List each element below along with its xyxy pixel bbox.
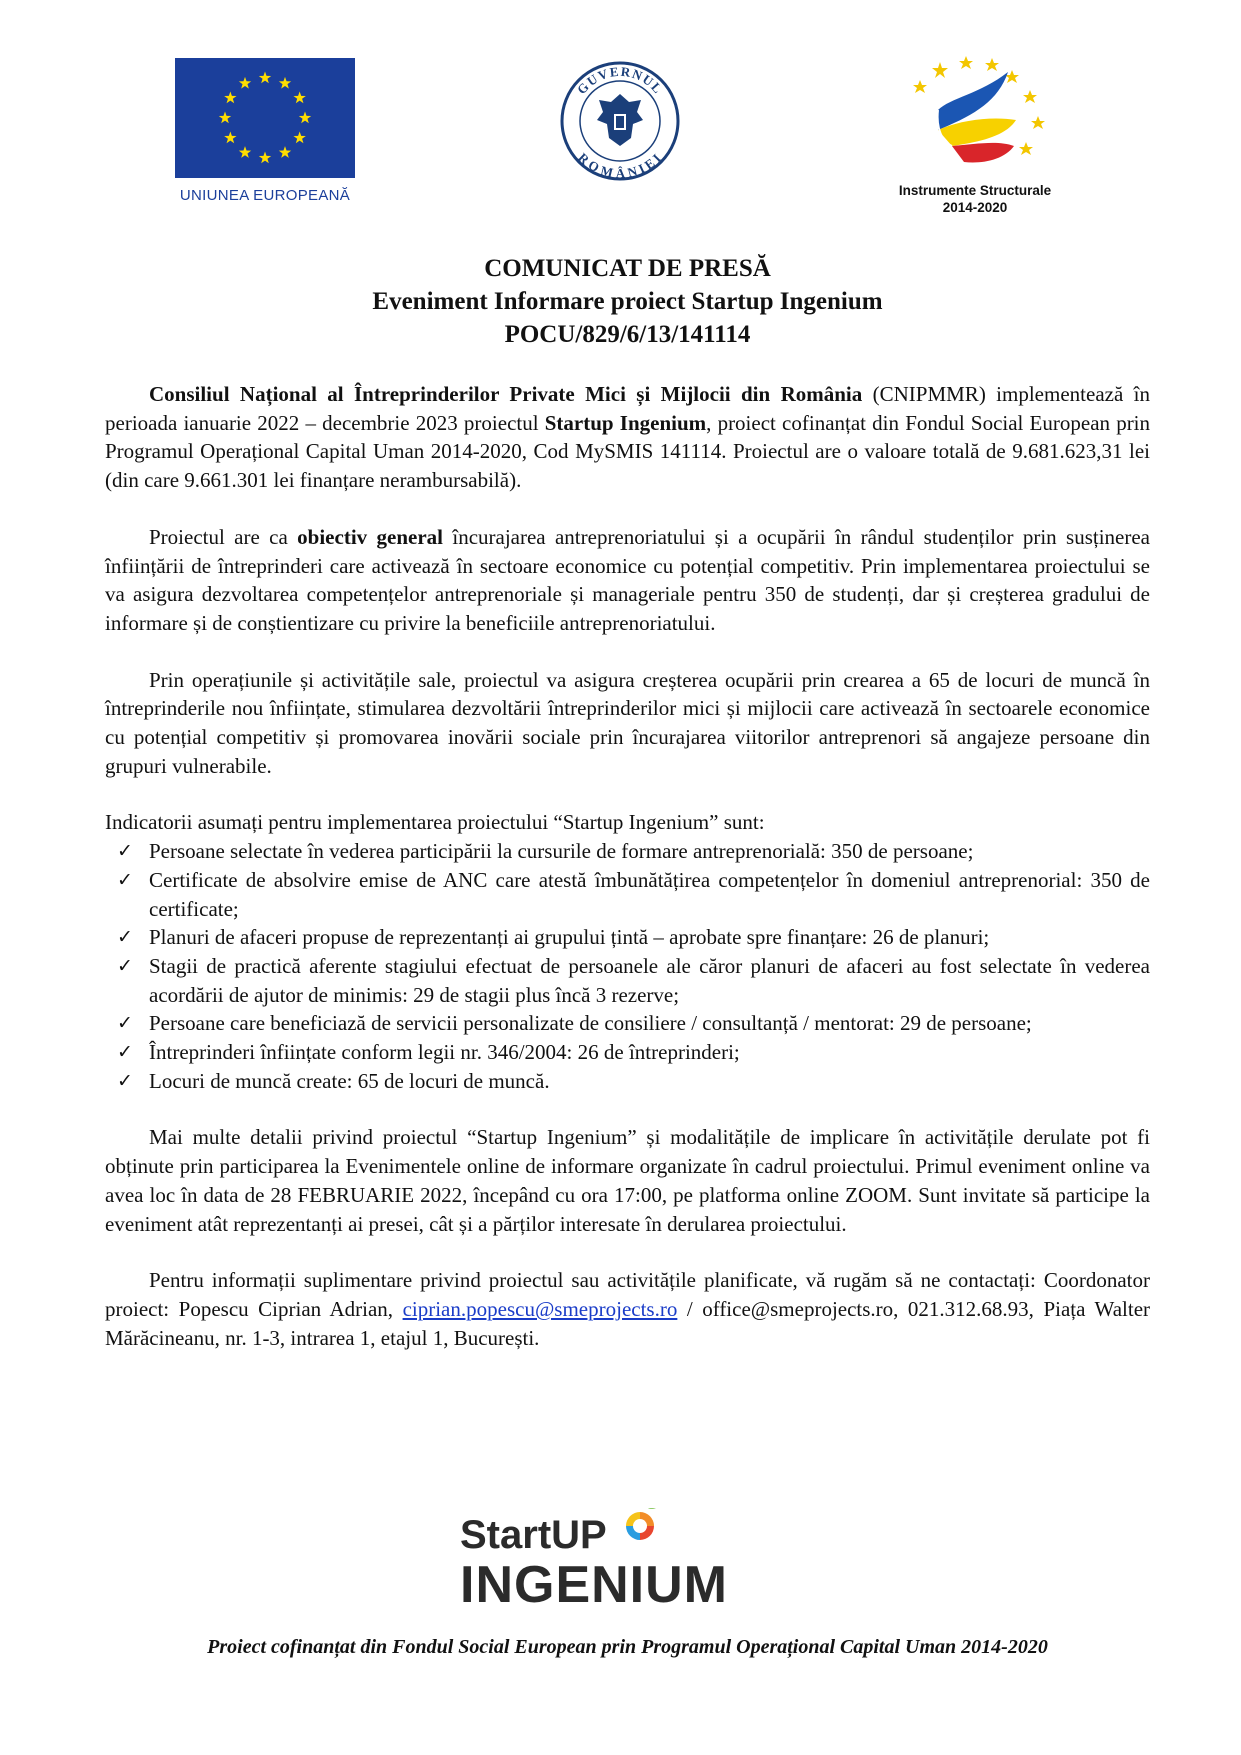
checkmark-icon: ✓ bbox=[117, 1041, 133, 1064]
structural-instruments-caption-line2: 2014-2020 bbox=[942, 200, 1008, 215]
eu-flag-icon bbox=[175, 58, 355, 178]
checkmark-icon: ✓ bbox=[117, 1012, 133, 1035]
indicator-text: Stagii de practică aferente stagiului efectuat de persoanele ale căror planuri de afaceri au fost selectate în vederea acordării de ajutor de minimis: 29 de stagii plus încă 3 rezerve; bbox=[149, 953, 1150, 1007]
indicator-text: Locuri de muncă create: 65 de locuri de muncă. bbox=[149, 1068, 550, 1093]
checkmark-icon: ✓ bbox=[117, 926, 133, 949]
intro-text-2: , proiect cofinanțat din Fondul Social European prin Programul Operațional Capital Uman 2014-2020, Cod MySMIS 141114. Proiectul are o valoare totală de 9.681.623,31 lei (din care 9.661.301 lei finanțare nerambursabilă). bbox=[105, 410, 1151, 493]
paragraph-operations: Prin operațiunile și activitățile sale, proiectul va asigura creșterea ocupării prin crearea a 65 de locuri de muncă în întreprinderile nou înființate, stimularea dezvoltării întreprinderilor mici și mijlocii care activează în sectoarele economice cu potențial competitiv și promovarea inovării sociale prin încurajarea viitorilor antreprenori să angajeze persoane din grupuri vulnerabile. bbox=[105, 667, 1150, 778]
contact-text-2: / office@smeprojects.ro, 021.312.68.93, Piața Walter Mărăcineanu, nr. 1-3, intrarea 1, etajul 1, București. bbox=[105, 1296, 1151, 1350]
paragraph-objective bbox=[105, 523, 1150, 638]
footer-cofinancing-note: Proiect cofinanțat din Fondul Social European prin Programul Operațional Capital Uman 2014-2020 bbox=[207, 1636, 1048, 1658]
intro-project-name: Startup Ingenium bbox=[544, 410, 707, 435]
contact-email-link[interactable]: ciprian.popescu@smeprojects.ro bbox=[402, 1296, 678, 1321]
indicator-item bbox=[105, 837, 1150, 866]
eu-caption: UNIUNEA EUROPEANĂ bbox=[179, 187, 351, 204]
startup-ingenium-logo bbox=[460, 1508, 780, 1608]
indicator-text: Planuri de afaceri propuse de reprezentanți ai grupului țintă – aprobate spre finanțare: 26 de planuri; bbox=[149, 925, 990, 950]
checkmark-icon: ✓ bbox=[117, 954, 133, 977]
ingenium-word: INGENIUM bbox=[460, 1556, 728, 1608]
structural-instruments-logo bbox=[880, 50, 1070, 216]
checkmark-icon: ✓ bbox=[117, 840, 133, 863]
paragraph-event: Mai multe detalii privind proiectul “Startup Ingenium” și modalitățile de implicare în activitățile derulate pot fi obținute prin participarea la Evenimentele online de informare organizate în cadrul proiectului. Primul eveniment online va avea loc în data de 28 FEBRUARIE 2022, începând cu ora 17:00, pe platforma online ZOOM. Sunt invitate să participe la eveniment atât reprezentanți ai presei, cât și a părților interesate în derularea proiectului. bbox=[105, 1125, 1150, 1236]
press-release-body bbox=[105, 380, 1150, 1352]
indicator-item bbox=[105, 866, 1150, 923]
indicator-text: Persoane selectate în vederea participării la cursurile de formare antreprenorială: 350 de persoane; bbox=[149, 839, 974, 864]
indicators-intro: Indicatorii asumați pentru implementarea proiectului “Startup Ingenium” sunt: bbox=[105, 810, 765, 835]
indicator-item bbox=[105, 1067, 1150, 1096]
government-seal-logo bbox=[559, 60, 681, 182]
indicator-item bbox=[105, 923, 1150, 952]
header-title: COMUNICAT DE PRESĂ bbox=[484, 255, 771, 282]
checkmark-icon: ✓ bbox=[117, 868, 133, 891]
objective-text-2: încurajarea antreprenoriatului și a ocupării în rândul studenților prin susținerea înființării de întreprinderi care activează în sectoare economice cu potențial competitiv. Prin implementarea proiectului se va asigura dezvoltarea competențelor antreprenoriale și manageriale pentru 350 de studenți, dar și creșterea gradului de informare și de conștientizare cu privire la beneficiile antreprenoriatului. bbox=[105, 524, 1151, 635]
indicator-item bbox=[105, 1009, 1150, 1038]
indicator-item bbox=[105, 1038, 1150, 1067]
paragraph-intro bbox=[105, 380, 1150, 495]
indicator-text: Persoane care beneficiază de servicii personalizate de consiliere / consultanță / mentorat: 29 de persoane; bbox=[149, 1011, 1032, 1036]
indicator-list bbox=[105, 837, 1150, 1095]
structural-instruments-icon bbox=[880, 50, 1070, 175]
objective-bold: obiectiv general bbox=[297, 524, 443, 549]
header-subtitle: Eveniment Informare proiect Startup Ingenium bbox=[372, 288, 883, 315]
contact-text-1: Pentru informații suplimentare privind proiectul sau activitățile planificate, vă rugăm să ne contactați: Coordonator proiect: Popescu Ciprian Adrian, bbox=[105, 1268, 1150, 1321]
government-seal-icon bbox=[559, 60, 681, 182]
intro-text-1: (CNIPMMR) implementează în perioada ianuarie 2022 – decembrie 2023 proiectul bbox=[105, 382, 1150, 435]
objective-text-1: Proiectul are ca bbox=[149, 524, 298, 549]
structural-instruments-caption-line1: Instrumente Structurale bbox=[898, 183, 1052, 198]
checkmark-icon: ✓ bbox=[117, 1069, 133, 1092]
header-project-code: POCU/829/6/13/141114 bbox=[504, 321, 751, 348]
startup-word: StartUP bbox=[460, 1513, 607, 1557]
indicator-text: Întreprinderi înființate conform legii nr. 346/2004: 26 de întreprinderi; bbox=[149, 1040, 740, 1065]
indicator-item bbox=[105, 952, 1150, 1009]
startup-ingenium-icon bbox=[460, 1508, 780, 1608]
eu-logo bbox=[175, 58, 355, 204]
svg-text:GUVERNUL: GUVERNUL bbox=[573, 63, 667, 98]
intro-organization-name: Consiliul Național al Întreprinderilor Private Mici și Mijlocii din România bbox=[149, 382, 863, 406]
paragraph-contact bbox=[105, 1266, 1150, 1352]
press-release-header bbox=[105, 252, 1150, 351]
structural-instruments-caption bbox=[880, 182, 1070, 216]
indicator-text: Certificate de absolvire emise de ANC care atestă îmbunătățirea competențelor în domeniul antreprenorial: 350 de certificate; bbox=[149, 867, 1150, 921]
svg-text:ROMÂNIEI: ROMÂNIEI bbox=[575, 149, 665, 181]
